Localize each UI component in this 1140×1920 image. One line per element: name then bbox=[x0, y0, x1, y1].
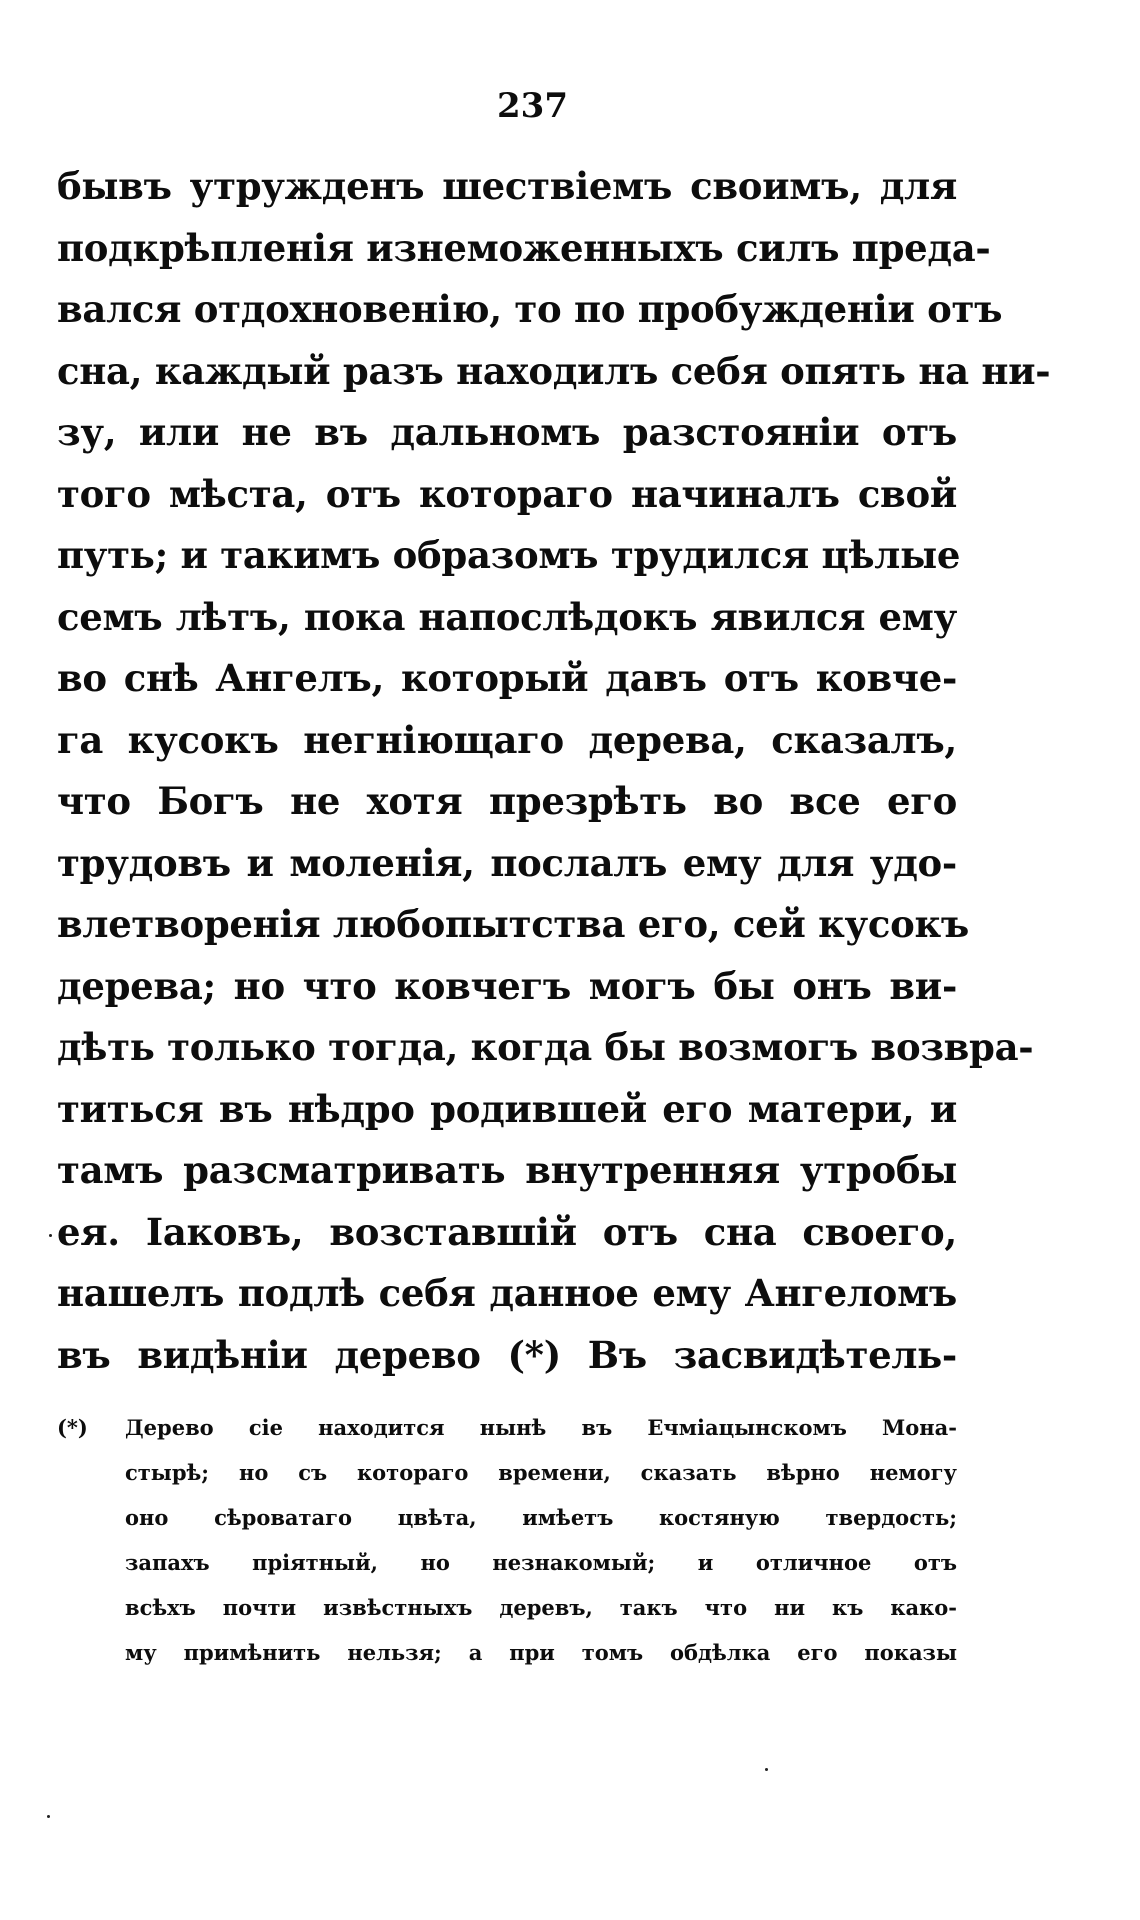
footnote-line: му примѣнить нельзя; а при томъ обдѣлка его показы bbox=[125, 1640, 957, 1665]
text-line: влетворенія любопытства его, сей кусокъ bbox=[57, 902, 969, 946]
text-line: тамъ разсматривать внутренняя утробы bbox=[57, 1148, 957, 1192]
paper-speck bbox=[765, 1768, 768, 1771]
footnote-line: оно сѣроватаго цвѣта, имѣетъ костяную твердость; bbox=[125, 1505, 957, 1530]
text-line: сна, каждый разъ находилъ себя опять на ни- bbox=[57, 348, 1051, 393]
text-line: титься въ нѣдро родившей его матери, и bbox=[57, 1086, 957, 1131]
footnote-text: Дерево сіе находится нынѣ въ Ечміацынскомъ Мона- bbox=[125, 1415, 957, 1440]
footnote-line: стырѣ; но съ котораго времени, сказать вѣрно немогу bbox=[125, 1460, 957, 1485]
text-line: во снѣ Ангелъ, который давъ отъ ковче- bbox=[57, 656, 957, 700]
text-line: трудовъ и моленія, послалъ ему для удо- bbox=[57, 840, 957, 885]
text-line: вался отдохновенію, то по пробужденіи отъ bbox=[57, 287, 1003, 331]
text-line: семъ лѣтъ, пока напослѣдокъ явился ему bbox=[57, 594, 957, 639]
text-line: га кусокъ негніющаго дерева, сказалъ, bbox=[57, 717, 957, 762]
text-line: подкрѣпленія изнеможенныхъ силъ преда- bbox=[57, 225, 991, 270]
paper-speck bbox=[47, 1815, 50, 1818]
text-line: дѣть только тогда, когда бы возмогъ возвра- bbox=[57, 1025, 1034, 1069]
text-line: что Богъ не хотя презрѣть во все его bbox=[57, 779, 957, 823]
paper-speck bbox=[49, 1234, 52, 1237]
text-line: нашелъ подлѣ себя данное ему Ангеломъ bbox=[57, 1271, 957, 1315]
text-line: ея. Іаковъ, возставшій отъ сна своего, bbox=[57, 1209, 957, 1254]
text-line: дерева; но что ковчегъ могъ бы онъ ви- bbox=[57, 963, 957, 1008]
text-line: того мѣста, отъ котораго начиналъ свой bbox=[57, 471, 957, 516]
footnote bbox=[57, 1405, 957, 1675]
footnote-marker: (*) bbox=[57, 1415, 88, 1440]
page-number: 237 bbox=[497, 86, 568, 126]
body-text bbox=[57, 156, 1051, 1386]
footnote-line: всѣхъ почти извѣстныхъ деревъ, такъ что ни къ како- bbox=[125, 1595, 957, 1620]
text-line: зу, или не въ дальномъ разстояніи отъ bbox=[57, 410, 957, 454]
text-line: въ видѣніи дерево (*) Въ засвидѣтель- bbox=[57, 1332, 957, 1377]
footnote-line: запахъ пріятный, но незнакомый; и отличное отъ bbox=[125, 1550, 957, 1575]
footnote-line bbox=[57, 1405, 957, 1450]
text-line: путь; и такимъ образомъ трудился цѣлые bbox=[57, 533, 961, 577]
text-line: бывъ утружденъ шествіемъ своимъ, для bbox=[57, 164, 957, 208]
